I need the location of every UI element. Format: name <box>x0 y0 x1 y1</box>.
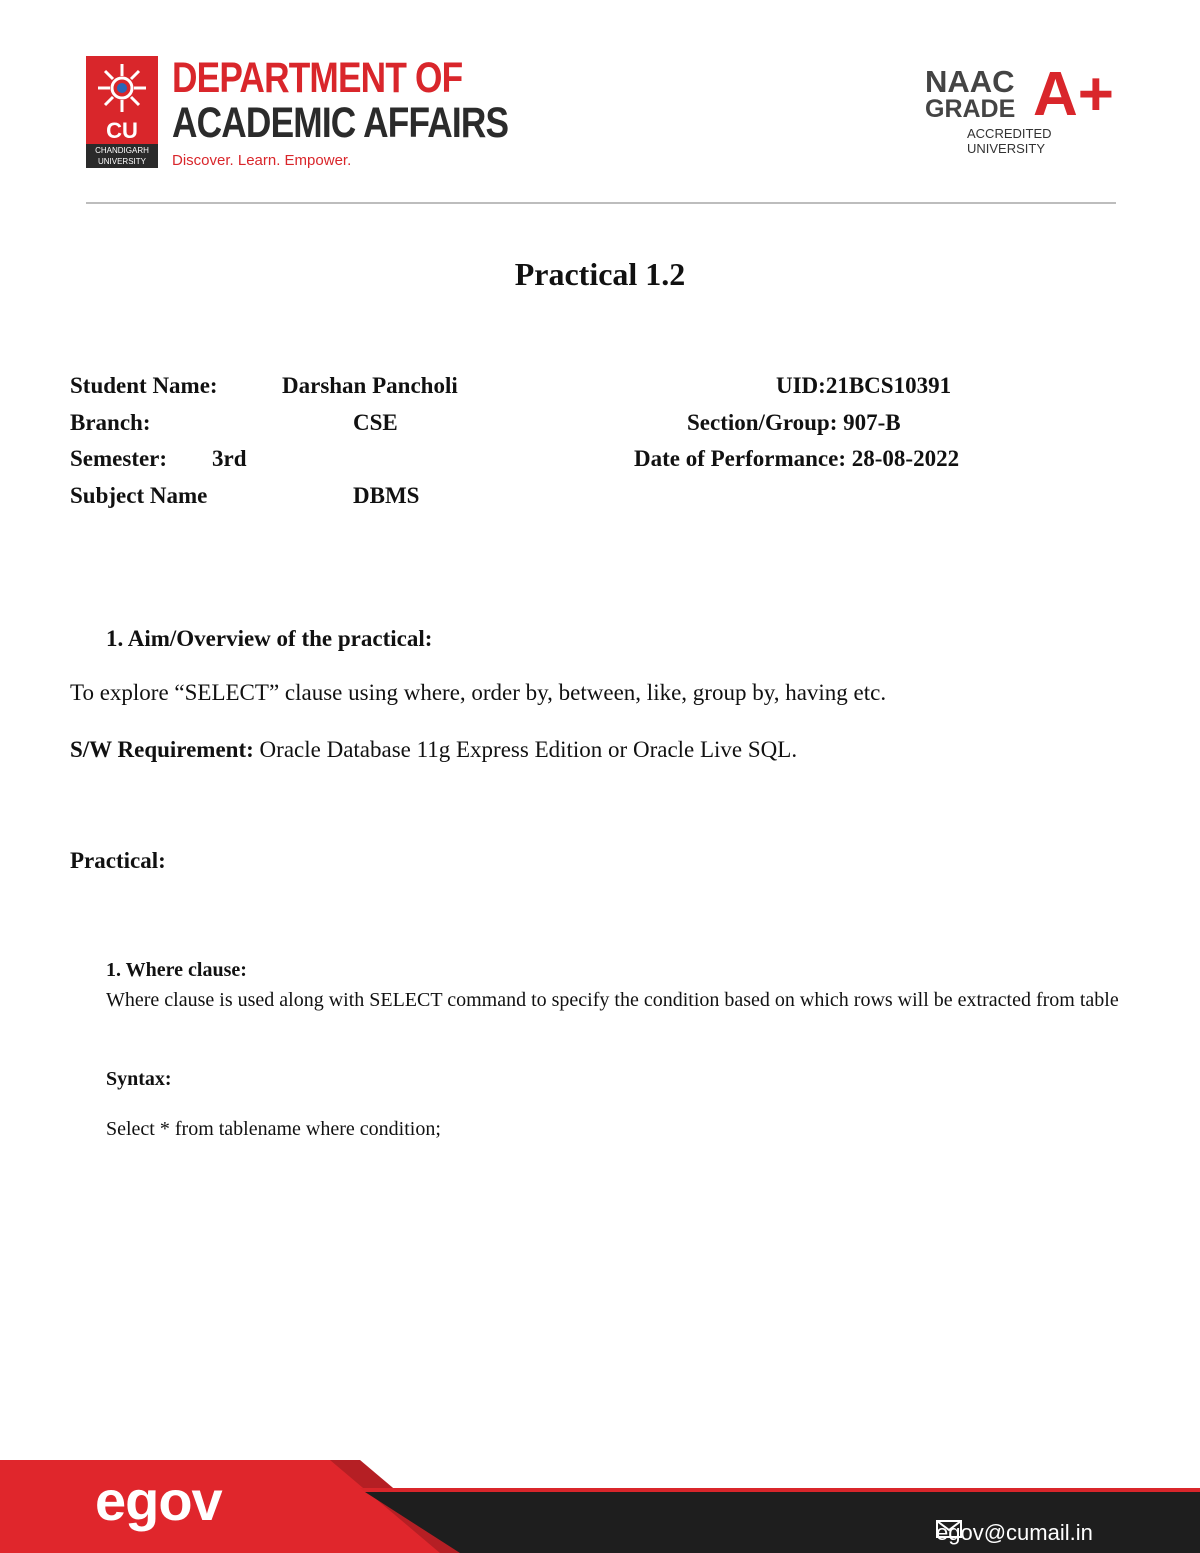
footer-email-text[interactable]: egov@cumail.in <box>936 1520 1093 1545</box>
page-footer <box>0 1460 1200 1553</box>
aim-text: To explore “SELECT” clause using where, order by, between, like, group by, having etc. <box>70 680 887 705</box>
naac-text: NAAC <box>925 64 1015 99</box>
naac-grade-value: A+ <box>1033 60 1114 129</box>
syntax-heading: Syntax: <box>106 1068 172 1090</box>
egov-logo: egov <box>95 1469 222 1532</box>
uid: UID:21BCS10391 <box>776 373 952 398</box>
sw-requirement <box>70 737 797 763</box>
semester-label: Semester: <box>70 446 168 471</box>
dept-title-line1: DEPARTMENT OF <box>172 54 463 102</box>
practical-heading: Practical: <box>70 848 166 873</box>
where-clause-heading: 1. Where clause: <box>106 959 247 981</box>
sw-requirement-label: S/W Requirement: <box>70 737 254 762</box>
naac-logo <box>925 60 1120 156</box>
tagline: Discover. Learn. Empower. <box>172 152 352 169</box>
naac-accredited: ACCREDITED UNIVERSITY <box>967 126 1052 156</box>
student-name-value: Darshan Pancholi <box>282 373 458 398</box>
dept-title-line2: ACADEMIC AFFAIRS <box>172 99 509 147</box>
semester-value: 3rd <box>212 446 247 471</box>
page-header <box>0 0 1200 205</box>
branch-value: CSE <box>353 410 398 435</box>
header-divider <box>86 202 1116 204</box>
where-clause-text: Where clause is used along with SELECT command to specify the condition based on which rows will be extracted from table <box>106 989 1119 1011</box>
syntax-text: Select * from tablename where condition; <box>106 1118 441 1140</box>
aim-heading: 1. Aim/Overview of the practical: <box>106 626 433 651</box>
cu-logo-subtext: CHANDIGARH UNIVERSITY <box>86 144 158 168</box>
page-title: Practical 1.2 <box>514 256 686 292</box>
subject-value: DBMS <box>353 483 420 508</box>
student-name-label: Student Name: <box>70 373 218 398</box>
cu-emblem-icon <box>96 62 148 114</box>
branch-label: Branch: <box>70 410 151 435</box>
naac-grade-text: GRADE <box>925 95 1016 123</box>
section-group: Section/Group: 907-B <box>687 410 901 435</box>
cu-logo-text: CU <box>106 118 138 143</box>
cu-logo <box>86 56 158 168</box>
date-of-performance: Date of Performance: 28-08-2022 <box>634 446 960 471</box>
mail-icon <box>936 1520 962 1538</box>
footer-email <box>936 1520 1093 1546</box>
sw-requirement-text: Oracle Database 11g Express Edition or Oracle Live SQL. <box>253 737 798 762</box>
subject-label: Subject Name <box>70 483 208 508</box>
